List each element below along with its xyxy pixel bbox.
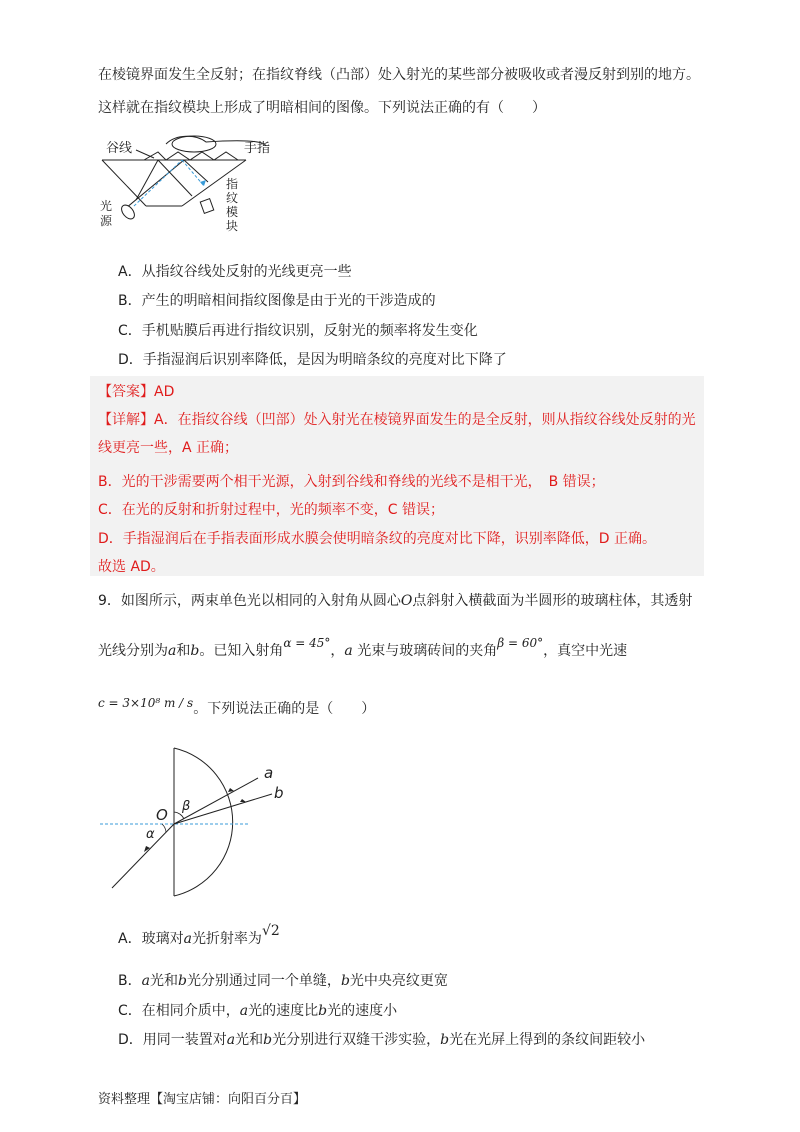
label-a: a: [264, 764, 274, 782]
label-module-2: 纹: [226, 191, 239, 205]
answer-detail-2: 线更亮一些，A 正确；: [98, 440, 239, 456]
var-a: a: [344, 643, 353, 659]
label-O: O: [156, 806, 168, 824]
answer-detail-6: 故选 AD。: [98, 559, 165, 575]
answer-detail-5: D．手指湿润后在手指表面形成水膜会使明暗条纹的亮度对比下降，识别率降低，D 正确。: [98, 531, 657, 547]
q9-stem-line-3: [98, 698, 375, 718]
option-text: 光的速度小: [327, 1003, 398, 1019]
option-text: B．: [118, 973, 142, 989]
var-b: b: [440, 1032, 450, 1048]
q8-option-d: D．手指湿润后识别率降低，是因为明暗条纹的亮度对比下降了: [118, 352, 507, 368]
q9-stem-line-1: [98, 590, 692, 610]
q9-text: 点斜射入横截面为半圆形的玻璃柱体，其透射: [412, 593, 693, 609]
q9-text: 光束与玻璃砖间的夹角: [352, 643, 498, 659]
option-text: C．在相同介质中，: [118, 1003, 240, 1019]
q9-text: ，: [330, 643, 345, 659]
option-text: 光和: [149, 973, 178, 989]
label-alpha: α: [146, 827, 155, 842]
q9-stem-line-2: [98, 636, 628, 660]
alpha-formula: α = 45°: [283, 636, 331, 650]
option-text: A．玻璃对: [118, 931, 184, 947]
option-text: 光和: [235, 1032, 264, 1048]
label-finger: 手指: [244, 141, 271, 156]
var-b: b: [340, 973, 350, 989]
footer-text: 资料整理【淘宝店铺：向阳百分百】: [98, 1092, 307, 1107]
q9-text: ，真空中光速: [543, 643, 628, 659]
label-source-2: 源: [100, 214, 113, 228]
option-text: 光分别进行双缝干涉实验，: [272, 1032, 441, 1048]
var-a: a: [168, 643, 177, 659]
label-module-1: 指: [226, 177, 239, 191]
answer-detail-4: C．在光的反射和折射过程中，光的频率不变，C 错误；: [98, 502, 444, 518]
option-text: D．用同一装置对: [118, 1032, 227, 1048]
answer-detail-1: 【详解】A．在指纹谷线（凹部）处入射光在棱镜界面发生的是全反射，则从指纹谷线处反射的光: [98, 412, 696, 428]
intro-line-1: 在棱镜界面发生全反射；在指纹脊线（凸部）处入射光的某些部分被吸收或者漫反射到别的地方。: [98, 67, 700, 83]
label-module-4: 块: [226, 219, 239, 233]
q9-option-c: [118, 1000, 397, 1020]
var-a: a: [183, 931, 192, 947]
q9-text: 。下列说法正确的是（ ）: [193, 701, 376, 717]
q9-option-d: [118, 1029, 645, 1049]
q8-option-a: A．从指纹谷线处反射的光线更亮一些: [118, 264, 352, 280]
q8-option-b: B．产生的明暗相间指纹图像是由于光的干涉造成的: [118, 293, 436, 309]
semicircle-glass-figure: [96, 742, 296, 902]
intro-line-2: 这样就在指纹模块上形成了明暗相间的图像。下列说法正确的有（ ）: [98, 100, 546, 116]
q9-text: 光线分别为: [98, 643, 168, 659]
option-text: 光在光屏上得到的条纹间距较小: [449, 1032, 646, 1048]
var-O: O: [400, 593, 413, 609]
fingerprint-prism-figure: [96, 130, 276, 240]
var-a: a: [239, 1003, 249, 1019]
label-module-3: 模: [226, 205, 239, 219]
var-b: b: [190, 643, 200, 659]
var-a: a: [226, 1032, 236, 1048]
label-valley: 谷线: [106, 141, 133, 156]
option-text: 光的速度比: [248, 1003, 319, 1019]
answer-label: 【答案】AD: [98, 384, 175, 400]
var-b: b: [263, 1032, 273, 1048]
option-text: 光分别通过同一个单缝，: [186, 973, 341, 989]
q8-option-c: C．手机贴膜后再进行指纹识别，反射光的频率将发生变化: [118, 323, 478, 339]
label-beta: β: [182, 799, 191, 814]
beta-formula: β = 60°: [497, 636, 544, 650]
q9-text: 。已知入射角: [199, 643, 284, 659]
label-source-1: 光: [100, 199, 113, 213]
q9-text: 和: [176, 643, 191, 659]
q9-text: 9．如图所示，两束单色光以相同的入射角从圆心: [98, 593, 401, 609]
var-b: b: [318, 1003, 328, 1019]
var-a: a: [141, 973, 150, 989]
option-text: 光折射率为: [191, 931, 262, 947]
answer-detail-3: B．光的干涉需要两个相干光源，入射到谷线和脊线的光线不是相干光， B 错误；: [98, 474, 605, 490]
label-b: b: [274, 784, 284, 802]
var-b: b: [177, 973, 187, 989]
q9-option-b: [118, 970, 448, 990]
sqrt2-formula: √2: [261, 923, 280, 939]
c-formula: c = 3×10⁸ m / s: [98, 696, 194, 710]
q9-option-a: [118, 923, 280, 948]
option-text: 光中央亮纹更宽: [349, 973, 448, 989]
